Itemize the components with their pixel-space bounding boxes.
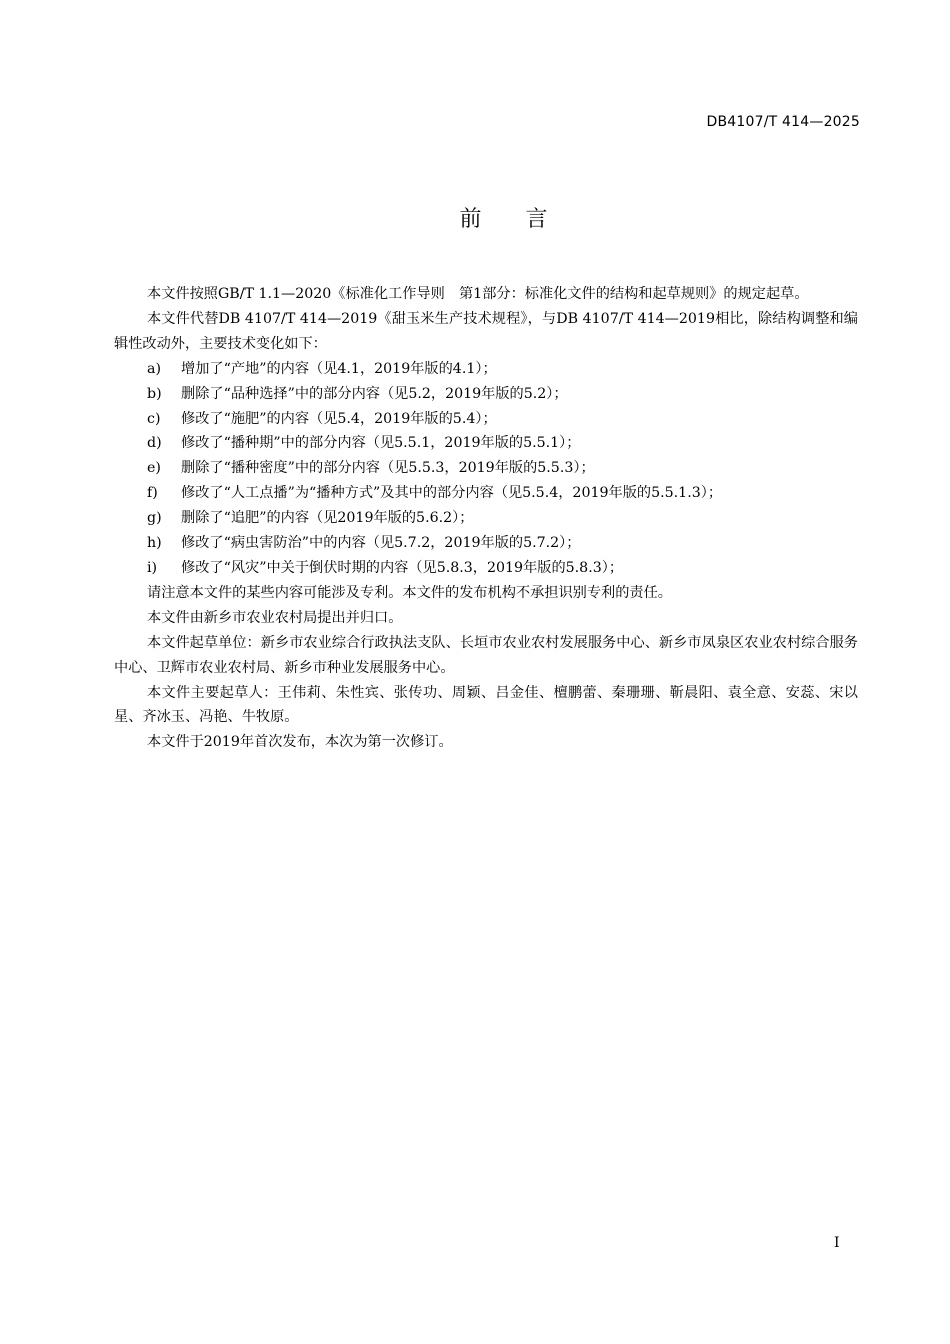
page-number: I — [834, 1235, 840, 1251]
list-item — [114, 431, 858, 456]
paragraph-standard-basis: 本文件按照GB/T 1.1—2020《标准化工作导则 第1部分：标准化文件的结构和起草规则》的规定起草。 — [147, 286, 809, 302]
list-item-text: 删除了“播种密度”中的部分内容（见5.5.3，2019年版的5.5.3）； — [181, 460, 595, 477]
list-item-text: 删除了“追肥”的内容（见2019年版的5.6.2）； — [181, 510, 474, 527]
paragraph-patent-notice: 请注意本文件的某些内容可能涉及专利。本文件的发布机构不承担识别专利的责任。 — [147, 584, 672, 601]
list-item-text: 修改了“播种期”中的部分内容（见5.5.1，2019年版的5.5.1）； — [181, 435, 581, 452]
list-marker: g) — [147, 510, 162, 527]
list-marker: e) — [147, 460, 161, 477]
list-item — [114, 407, 858, 432]
list-item-text: 删除了“品种选择”中的部分内容（见5.2，2019年版的5.2）； — [181, 385, 568, 402]
paragraph-history: 本文件于2019年首次发布，本次为第一次修订。 — [147, 734, 453, 751]
page-title — [0, 202, 950, 233]
list-item — [114, 357, 858, 382]
list-item — [114, 506, 858, 531]
list-marker: c) — [147, 410, 161, 427]
list-item — [114, 481, 858, 506]
list-item-text: 修改了“人工点播”为“播种方式”及其中的部分内容（见5.5.4，2019年版的5.5.1.3）； — [181, 485, 723, 502]
list-marker: b) — [147, 385, 162, 402]
paragraph-proposer: 本文件由新乡市农业农村局提出并归口。 — [147, 609, 403, 626]
list-marker: a) — [147, 360, 161, 377]
paragraph-drafting-units: 本文件起草单位：新乡市农业综合行政执法支队、长垣市农业农村发展服务中心、新乡市凤泉区农业农村综合服务中心、卫辉市农业农村局、新乡市种业发展服务中心。 — [114, 634, 858, 676]
list-item — [114, 382, 858, 407]
list-item-text: 增加了“产地”的内容（见4.1，2019年版的4.1）； — [181, 360, 497, 377]
document-code: DB4107/T 414—2025 — [706, 114, 860, 130]
list-marker: i) — [147, 559, 158, 576]
list-item — [114, 556, 858, 581]
list-item — [114, 456, 858, 481]
title-char-1: 前 — [459, 207, 482, 232]
title-char-2: 言 — [525, 207, 548, 232]
list-item — [114, 531, 858, 556]
foreword-body — [114, 282, 858, 755]
list-marker: d) — [147, 435, 162, 452]
list-item-text: 修改了“病虫害防治”中的内容（见5.7.2，2019年版的5.7.2）； — [181, 535, 581, 552]
changes-list — [114, 357, 858, 581]
list-item-text: 修改了“施肥”的内容（见5.4，2019年版的5.4）； — [181, 410, 497, 427]
paragraph-replacement: 本文件代替DB 4107/T 414—2019《甜玉米生产技术规程》，与DB 4107/T 414—2019相比，除结构调整和编辑性改动外，主要技术变化如下： — [114, 310, 858, 352]
list-marker: f) — [147, 485, 158, 502]
list-marker: h) — [147, 535, 162, 552]
paragraph-drafters: 本文件主要起草人：王伟莉、朱性宾、张传功、周颖、吕金佳、檀鹏蕾、秦珊珊、靳晨阳、袁全意、安蕊、宋以星、齐冰玉、冯艳、牛牧原。 — [114, 684, 858, 726]
list-item-text: 修改了“风灾”中关于倒伏时期的内容（见5.8.3，2019年版的5.8.3）； — [181, 559, 624, 576]
